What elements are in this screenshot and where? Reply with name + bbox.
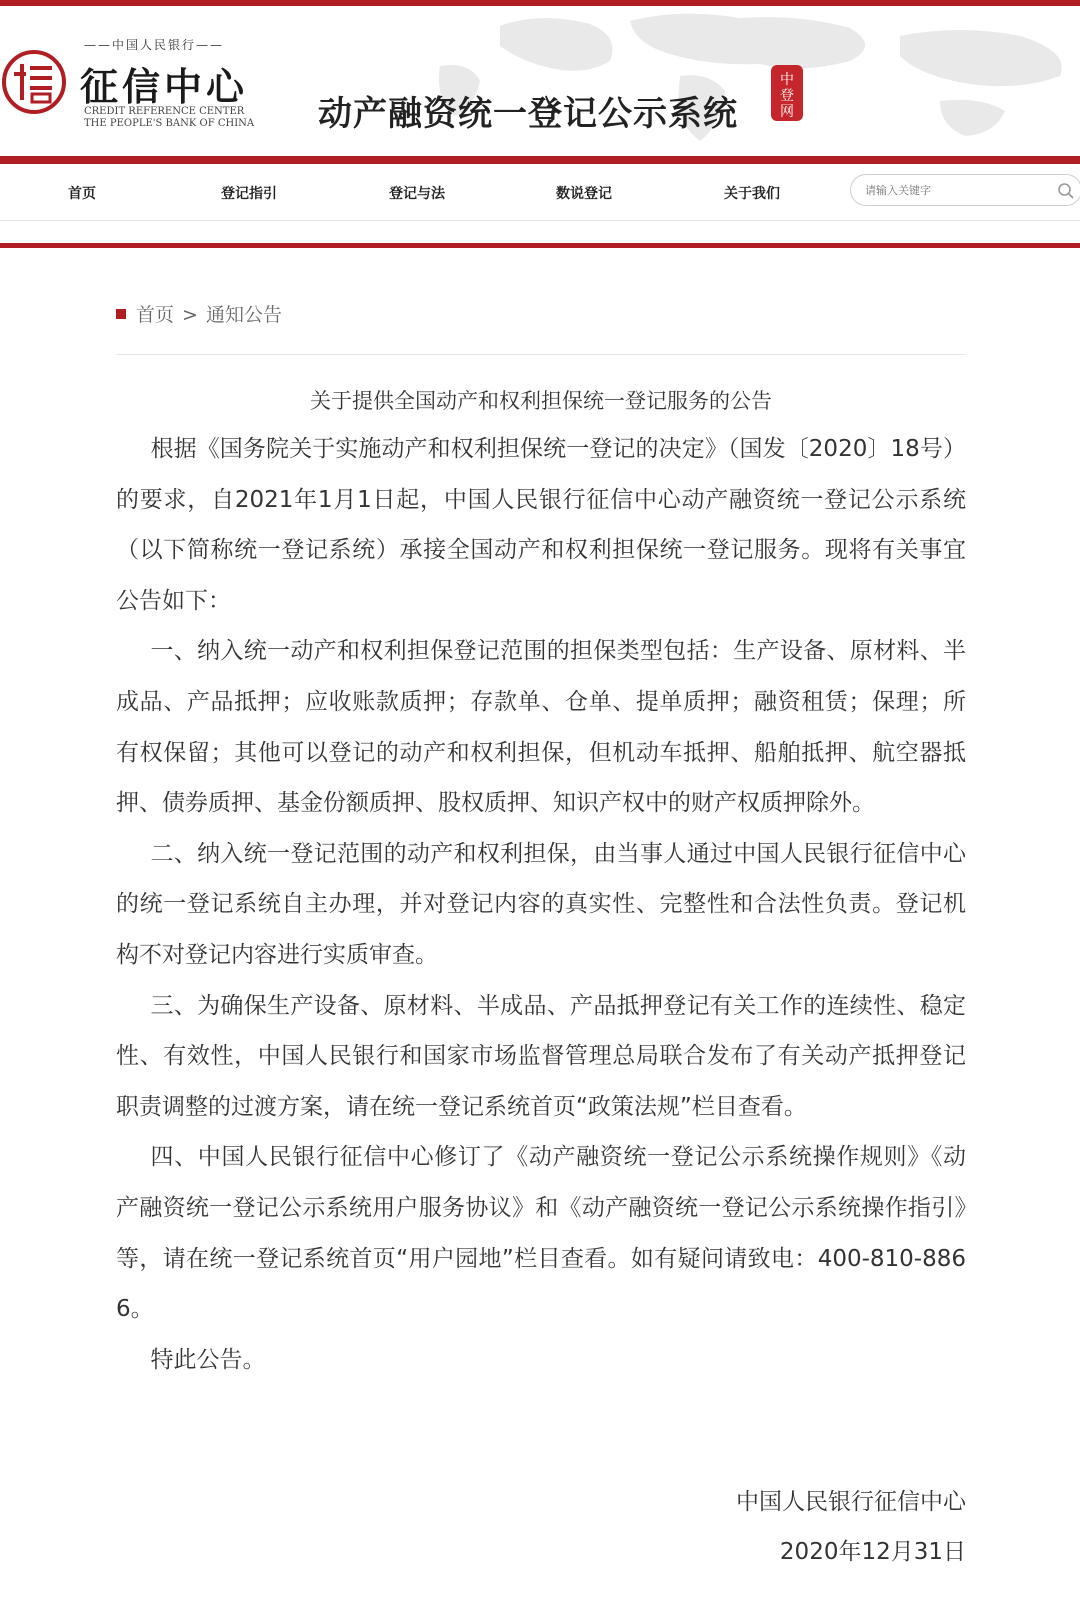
content-divider [116, 354, 966, 355]
logo-top-text: ——中国人民银行—— [84, 38, 225, 52]
zhongdeng-seal-logo [770, 64, 804, 122]
article-body [116, 424, 966, 1385]
nav-divider [0, 220, 1080, 221]
article-paragraph: 四、中国人民银行征信中心修订了《动产融资统一登记公示系统操作规则》《动产融资统一登记公示系统用户服务协议》和《动产融资统一登记公示系统操作指引》等，请在统一登记系统首页“用户园地”栏目查看。如有疑问请致电：400-810-8866。 [116, 1144, 966, 1323]
nav-item-data-registration[interactable]: 数说登记 [556, 186, 612, 202]
logo-english-line-1: CREDIT REFERENCE CENTER [84, 106, 245, 117]
breadcrumb-bullet-icon [116, 309, 126, 319]
svg-text:中: 中 [780, 72, 794, 88]
logo-title: 征信中心 [80, 64, 249, 109]
article-paragraph: 三、为确保生产设备、原材料、半成品、产品抵押登记有关工作的连续性、稳定性、有效性，中国人民银行和国家市场监督管理总局联合发布了有关动产抵押登记职责调整的过渡方案，请在统一登记系统首页“政策法规”栏目查看。 [116, 992, 966, 1120]
nav-item-home[interactable]: 首页 [68, 186, 96, 202]
site-header [0, 6, 1080, 164]
article-paragraph: 二、纳入统一登记范围的动产和权利担保，由当事人通过中国人民银行征信中心的统一登记系统自主办理，并对登记内容的真实性、完整性和合法性负责。登记机构不对登记内容进行实质审查。 [116, 840, 966, 968]
article-paragraph: 根据《国务院关于实施动产和权利担保统一登记的决定》（国发〔2020〕18号）的要求，自2021年1月1日起，中国人民银行征信中心动产融资统一登记公示系统（以下简称统一登记系统）承接全国动产和权利担保统一登记服务。现将有关事宜公告如下： [116, 436, 966, 614]
signature-organization: 中国人民银行征信中心 [736, 1489, 966, 1515]
nav-item-about-us[interactable]: 关于我们 [724, 186, 780, 202]
breadcrumb-current[interactable]: 通知公告 [205, 304, 282, 326]
system-title: 动产融资统一登记公示系统 [318, 94, 738, 134]
signature-date: 2020年12月31日 [779, 1539, 966, 1565]
main-nav [0, 164, 1080, 220]
logo-english-name [84, 106, 254, 130]
header-red-band [0, 156, 1080, 164]
search-input[interactable] [865, 181, 1045, 199]
credit-center-logo-icon [2, 50, 66, 114]
breadcrumb-home[interactable]: 首页 [136, 304, 175, 326]
logo-english-line-2: THE PEOPLE'S BANK OF CHINA [84, 118, 255, 129]
article-paragraph: 特此公告。 [150, 1346, 266, 1373]
nav-item-registration-law[interactable]: 登记与法 [389, 186, 445, 202]
search-box [850, 174, 1080, 206]
article-paragraph: 一、纳入统一动产和权利担保登记范围的担保类型包括：生产设备、原材料、半成品、产品抵押；应收账款质押；存款单、仓单、提单质押；融资租赁；保理；所有权保留；其他可以登记的动产和权利担保，但机动车抵押、船舶抵押、航空器抵押、债券质押、基金份额质押、股权质押、知识产权中的财产权质押除外。 [116, 638, 966, 817]
svg-text:登: 登 [780, 88, 794, 104]
svg-text:网: 网 [780, 104, 794, 120]
breadcrumb [116, 300, 282, 327]
nav-item-registration-guide[interactable]: 登记指引 [221, 186, 277, 202]
article-title: 关于提供全国动产和权利担保统一登记服务的公告 [310, 389, 772, 413]
red-rule [0, 243, 1080, 248]
breadcrumb-separator: > [182, 304, 198, 326]
search-icon[interactable] [1057, 182, 1075, 200]
